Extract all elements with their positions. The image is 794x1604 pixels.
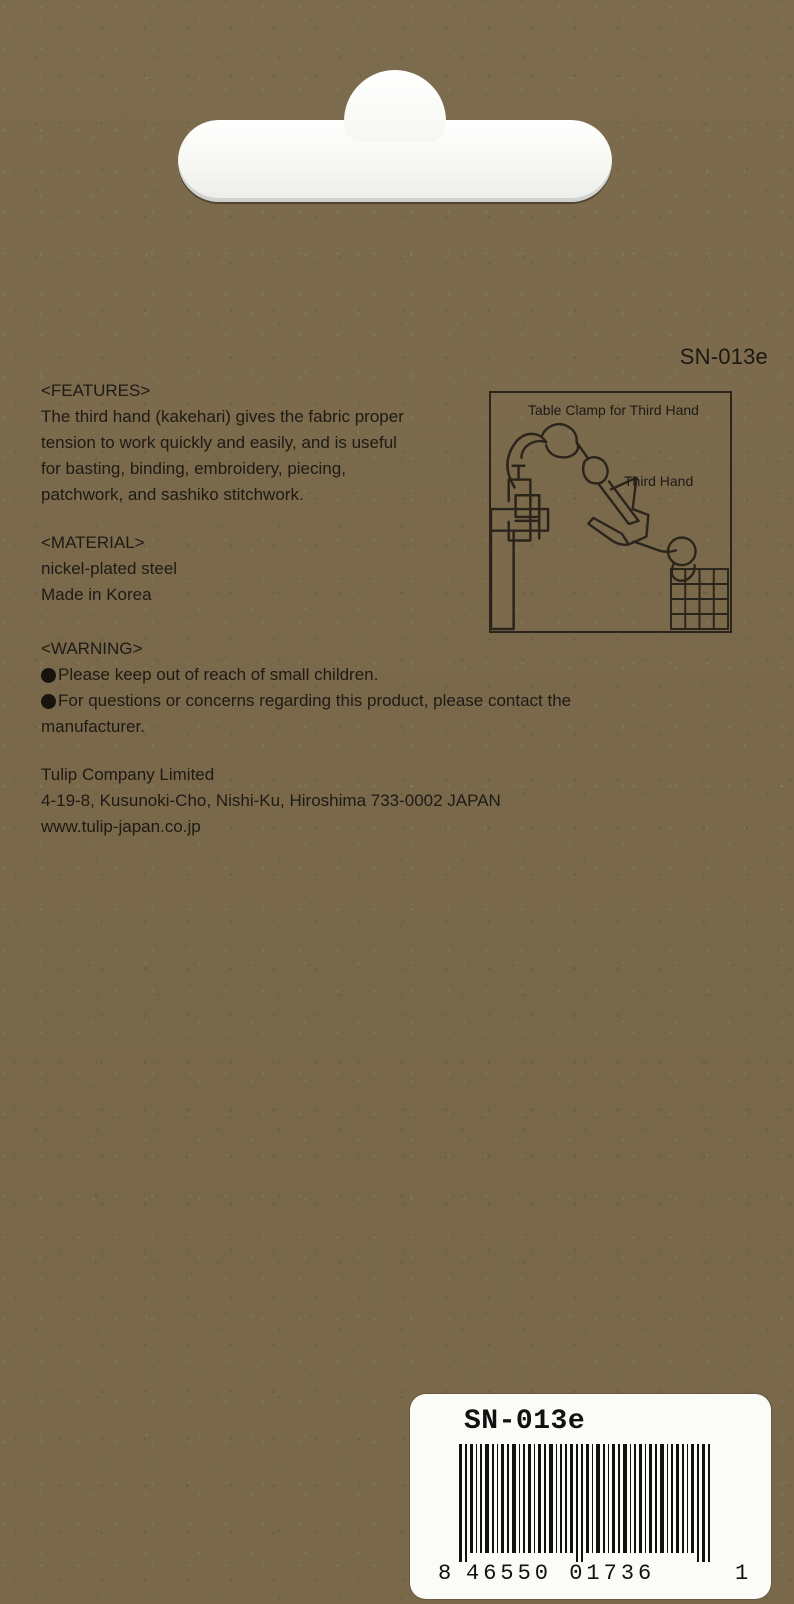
material-heading: <MATERIAL> — [41, 533, 145, 552]
warning-section — [41, 636, 721, 740]
features-line-4: patchwork, and sashiko stitchwork. — [41, 485, 304, 504]
hang-slot-top — [344, 70, 446, 142]
bullet-icon — [41, 694, 56, 709]
warning-bullet-1-text: Please keep out of reach of small children. — [58, 665, 379, 684]
warning-bullet-2-text: For questions or concerns regarding this product, please contact the — [58, 691, 572, 710]
features-line-1: The third hand (kakehari) gives the fabric proper — [41, 407, 404, 426]
barcode-product-code: SN-013e — [464, 1406, 586, 1437]
company-address: 4-19-8, Kusunoki-Cho, Nishi-Ku, Hiroshima 733-0002 JAPAN — [41, 791, 501, 810]
illustration-label-clamp: Table Clamp for Third Hand — [528, 402, 699, 418]
warning-bullet-2 — [41, 688, 721, 714]
hang-slot — [178, 70, 612, 202]
features-heading: <FEATURES> — [41, 381, 151, 400]
company-section — [41, 762, 681, 840]
illustration-label-hand: Third Hand — [624, 473, 694, 489]
barcode-digit-left: 8 — [438, 1561, 452, 1586]
illustration-art — [491, 393, 730, 631]
product-code-top: SN-013e — [679, 344, 768, 369]
features-line-3: for basting, binding, embroidery, piecing, — [41, 459, 346, 478]
material-section — [41, 530, 481, 608]
barcode-label — [410, 1394, 771, 1599]
material-line-1: nickel-plated steel — [41, 559, 178, 578]
bullet-icon — [41, 668, 56, 683]
barcode-digit-middle: 46550 01736 — [466, 1561, 656, 1586]
fabric-grid-icon — [671, 569, 728, 629]
features-section — [41, 378, 481, 508]
company-name: Tulip Company Limited — [41, 765, 215, 784]
material-line-2: Made in Korea — [41, 585, 152, 604]
table-clamp-icon — [491, 434, 548, 629]
barcode-icon — [459, 1444, 719, 1562]
features-line-2: tension to work quickly and easily, and is useful — [41, 433, 397, 452]
warning-heading: <WARNING> — [41, 639, 143, 658]
warning-bullet-1 — [41, 662, 721, 688]
barcode-digit-right: 1 — [735, 1561, 749, 1586]
company-website: www.tulip-japan.co.jp — [41, 817, 201, 836]
third-hand-tool-icon — [542, 424, 695, 581]
product-illustration — [489, 391, 732, 633]
warning-bullet-2-continuation: manufacturer. — [41, 717, 145, 736]
